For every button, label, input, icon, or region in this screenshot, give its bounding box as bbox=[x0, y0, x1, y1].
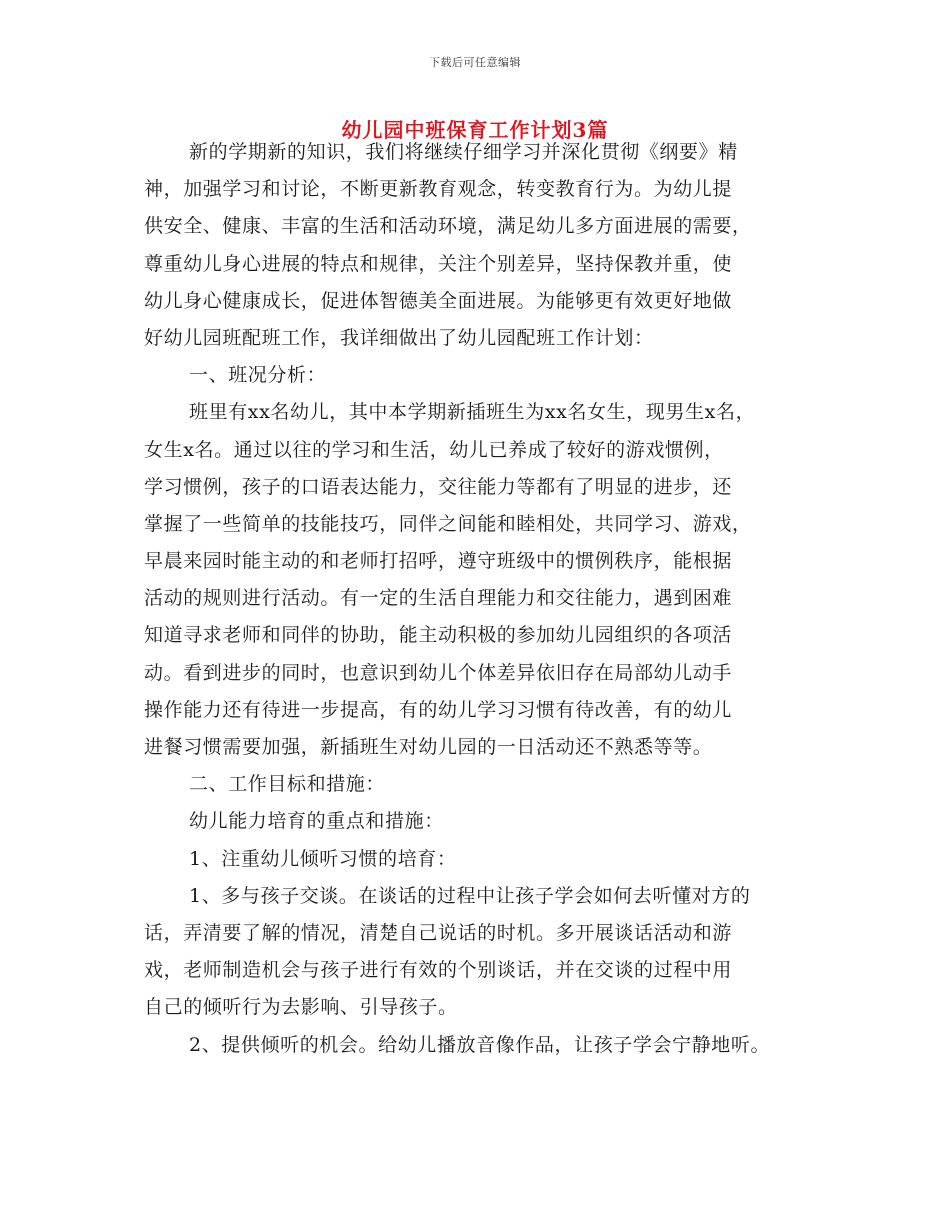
paragraph-line: 戏，老师制造机会与孩子进行有效的个别谈话，并在交谈的过程中用 bbox=[144, 959, 733, 982]
paragraph-line: 进餐习惯需要加强，新插班生对幼儿园的一日活动还不熟悉等等。 bbox=[144, 736, 713, 758]
document-body bbox=[144, 134, 844, 1064]
document-title: 幼儿园中班保育工作计划3篇 bbox=[341, 118, 609, 142]
paragraph-line: 活动的规则进行活动。有一定的生活自理能力和交往能力，遇到困难 bbox=[144, 587, 733, 610]
paragraph-line: 动。看到进步的同时，也意识到幼儿个体差异依旧存在局部幼儿动手 bbox=[144, 661, 733, 684]
section-heading: 二、工作目标和措施： bbox=[189, 773, 386, 796]
paragraph-line: 班里有xx名幼儿，其中本学期新插班生为xx名女生，现男生x名， bbox=[189, 401, 756, 424]
paragraph-line: 幼儿能力培育的重点和措施： bbox=[189, 810, 444, 833]
paragraph-line: 早晨来园时能主动的和老师打招呼，遵守班级中的惯例秩序，能根据 bbox=[144, 550, 733, 573]
paragraph-line: 好幼儿园班配班工作，我详细做出了幼儿园配班工作计划： bbox=[144, 326, 654, 349]
paragraph-line: 尊重幼儿身心进展的特点和规律，关注个别差异，坚持保教并重，使 bbox=[144, 252, 733, 275]
paragraph-line: 供安全、健康、丰富的生活和活动环境，满足幼儿多方面进展的需要， bbox=[144, 215, 752, 238]
paragraph-line: 1、多与孩子交谈。在谈话的过程中让孩子学会如何去听懂对方的 bbox=[189, 884, 751, 907]
paragraph-line: 掌握了一些简单的技能技巧，同伴之间能和睦相处，共同学习、游戏， bbox=[144, 512, 752, 535]
header-note: 下载后可任意编辑 bbox=[429, 56, 521, 69]
paragraph-line: 女生x名。通过以往的学习和生活，幼儿已养成了较好的游戏惯例， bbox=[144, 438, 724, 461]
paragraph-line: 幼儿身心健康成长，促进体智德美全面进展。为能够更有效更好地做 bbox=[144, 289, 733, 312]
section-heading: 一、班况分析： bbox=[189, 364, 327, 387]
paragraph-line: 自己的倾听行为去影响、引导孩子。 bbox=[144, 996, 458, 1019]
paragraph-line: 2、提供倾听的机会。给幼儿播放音像作品，让孩子学会宁静地听。 bbox=[189, 1033, 771, 1056]
paragraph-line: 学习惯例，孩子的口语表达能力，交往能力等都有了明显的进步，还 bbox=[144, 475, 733, 498]
paragraph-line: 话，弄清要了解的情况，清楚自己说话的时机。多开展谈话活动和游 bbox=[144, 921, 733, 944]
paragraph-line: 新的学期新的知识，我们将继续仔细学习并深化贯彻《纲要》精 bbox=[189, 141, 738, 163]
paragraph-line: 1、注重幼儿倾听习惯的培育： bbox=[189, 847, 457, 870]
paragraph-line: 知道寻求老师和同伴的协助，能主动积极的参加幼儿园组织的各项活 bbox=[144, 624, 733, 647]
paragraph-line: 神，加强学习和讨论，不断更新教育观念，转变教育行为。为幼儿提 bbox=[144, 178, 733, 201]
paragraph-line: 操作能力还有待进一步提高，有的幼儿学习习惯有待改善，有的幼儿 bbox=[144, 698, 733, 721]
